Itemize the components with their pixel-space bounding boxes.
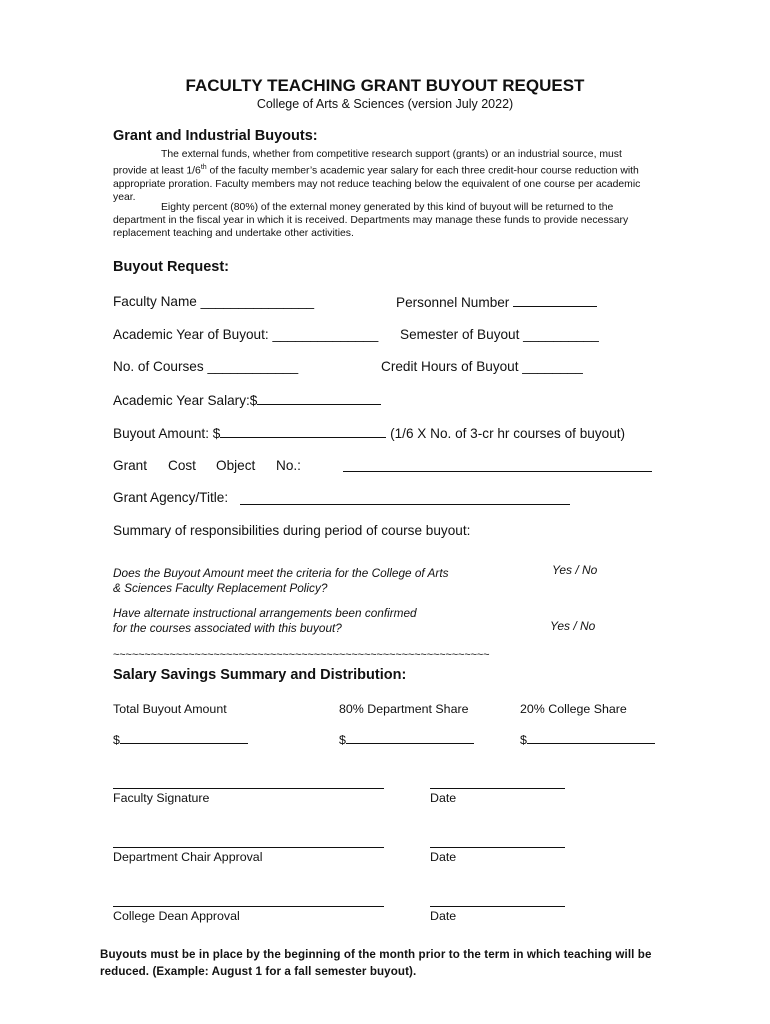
college-share-header: 20% College Share (520, 702, 627, 716)
chair-signature-line[interactable] (113, 847, 384, 848)
total-buyout-header: Total Buyout Amount (113, 702, 227, 716)
grant-agency-label: Grant Agency/Title: (113, 490, 229, 505)
grant-paragraph-1: The external funds, whether from competitive research support (grants) or an industrial source, must provide at least 1/6th of the faculty member’s academic year salary for each three credit-hour course reduction with appropriate proration. Faculty members may not reduce teaching below the equivalent of one course per academic year. (113, 149, 641, 204)
semester-field[interactable]: Semester of Buyout __________ (400, 327, 599, 342)
faculty-signature-label: Faculty Signature (113, 791, 210, 805)
salary-section-heading: Salary Savings Summary and Distribution: (113, 667, 407, 683)
credit-hours-field[interactable]: Credit Hours of Buyout ________ (381, 359, 583, 374)
chair-signature-label: Department Chair Approval (113, 850, 263, 864)
form-subtitle: College of Arts & Sciences (version July 2022) (256, 97, 514, 111)
object-word: Object (216, 458, 256, 473)
form-title: FACULTY TEACHING GRANT BUYOUT REQUEST (185, 76, 585, 95)
personnel-number-field[interactable]: Personnel Number (396, 294, 597, 310)
faculty-signature-line[interactable] (113, 788, 384, 789)
dean-signature-label: College Dean Approval (113, 909, 240, 923)
dean-date-label: Date (430, 909, 457, 923)
dean-signature-line[interactable] (113, 906, 384, 907)
answer-replacement-policy[interactable]: Yes / No (552, 563, 598, 577)
faculty-date-label: Date (430, 791, 457, 805)
faculty-name-field[interactable]: Faculty Name _______________ (113, 294, 315, 309)
grant-cost-object-line[interactable] (343, 471, 652, 472)
total-buyout-amount-field[interactable]: $ (113, 731, 248, 747)
no-word: No.: (276, 458, 301, 473)
answer-alternate-arrangements[interactable]: Yes / No (550, 619, 596, 633)
college-share-field[interactable]: $ (520, 731, 655, 747)
grant-word: Grant (113, 458, 147, 473)
dean-date-line[interactable] (430, 906, 565, 907)
num-courses-field[interactable]: No. of Courses ____________ (113, 359, 299, 374)
grant-paragraph-2: Eighty percent (80%) of the external money generated by this kind of buyout will be returned to the department in the fiscal year in which it is received. Departments may manage these funds to provide necessary replacement teaching and undertake other activities. (113, 202, 629, 240)
salary-field[interactable]: Academic Year Salary:$ (113, 392, 381, 408)
summary-label: Summary of responsibilities during period of course buyout: (113, 523, 471, 538)
grant-section-heading: Grant and Industrial Buyouts: (113, 128, 318, 144)
question-replacement-policy: Does the Buyout Amount meet the criteria for the College of Arts & Sciences Faculty Replacement Policy? (113, 566, 449, 595)
department-share-field[interactable]: $ (339, 731, 474, 747)
cost-word: Cost (168, 458, 196, 473)
chair-date-line[interactable] (430, 847, 565, 848)
buyout-amount-field[interactable]: Buyout Amount: $ (1/6 X No. of 3-cr hr courses of buyout) (113, 426, 626, 441)
footer-note: Buyouts must be in place by the beginning of the month prior to the term in which teaching will be reduced. (Example: August 1 for a fall semester buyout). (100, 948, 652, 978)
chair-date-label: Date (430, 850, 457, 864)
buyout-section-heading: Buyout Request: (113, 259, 229, 275)
grant-agency-line[interactable] (240, 504, 570, 505)
faculty-date-line[interactable] (430, 788, 565, 789)
question-alternate-arrangements: Have alternate instructional arrangements been confirmed for the courses associated with this buyout? (113, 606, 417, 635)
department-share-header: 80% Department Share (339, 702, 469, 716)
tilde-divider: ~~~~~~~~~~~~~~~~~~~~~~~~~~~~~~~~~~~~~~~~~~~~~~~~~~~~~~~~~~~~ (113, 649, 490, 661)
academic-year-field[interactable]: Academic Year of Buyout: ______________ (113, 327, 379, 342)
